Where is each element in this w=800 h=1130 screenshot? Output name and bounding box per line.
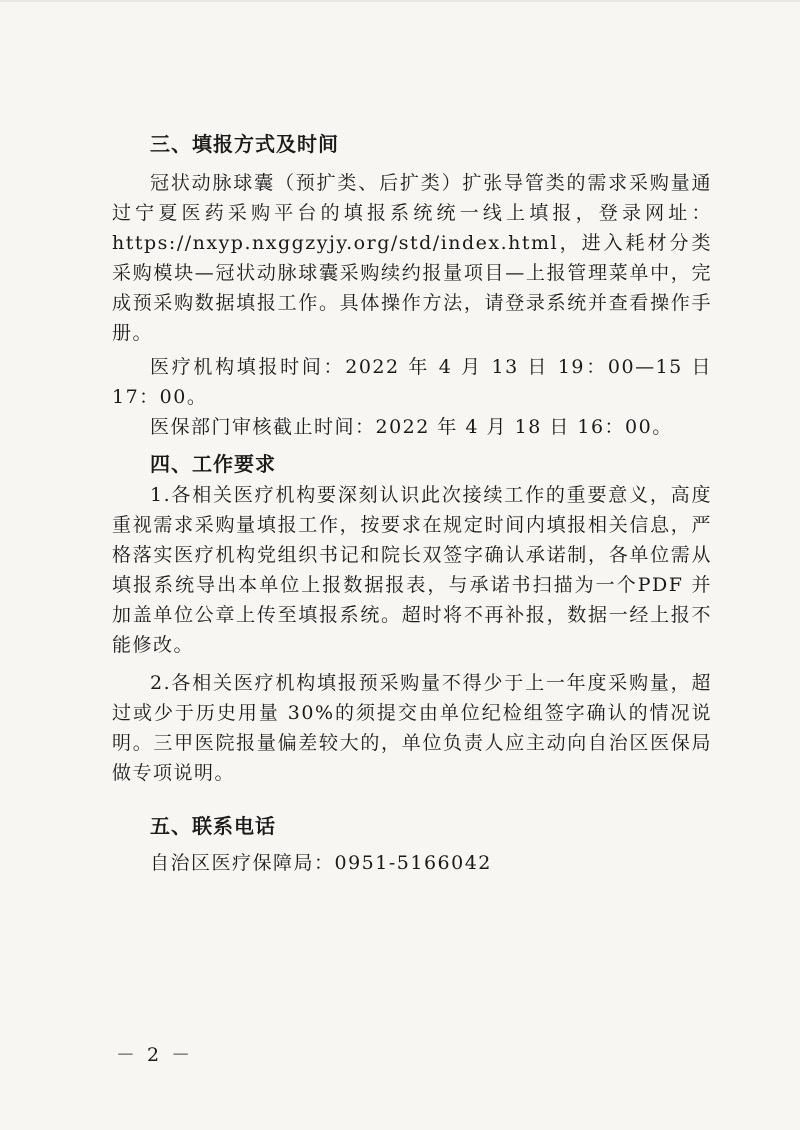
review-deadline: 医保部门审核截止时间：2022 年 4 月 18 日 16：00。	[150, 416, 673, 438]
section3-heading: 三、填报方式及时间	[150, 132, 339, 156]
contact-line: 自治区医疗保障局：0951-5166042	[150, 852, 492, 874]
requirement-item-2: 2.各相关医疗机构填报预采购量不得少于上一年度采购量，超过或少于历史用量 30%的须提交由单位纪检组签字确认的情况说明。三甲医院报量偏差较大的，单位负责人应主动向自治区医保局做专项说明。	[112, 672, 712, 784]
top-edge	[0, 0, 800, 2]
page-number: － 2 －	[116, 1044, 194, 1066]
section4-heading: 四、工作要求	[150, 452, 276, 476]
institution-time: 医疗机构填报时间：2022 年 4 月 13 日 19：00—15 日 17：00。	[112, 356, 712, 408]
requirement-item-1: 1.各相关医疗机构要深刻认识此次接续工作的重要意义，高度重视需求采购量填报工作，按要求在规定时间内填报相关信息，严格落实医疗机构党组织书记和院长双签字确认承诺制，各单位需从填报系统导出本单位上报数据报表，与承诺书扫描为一个PDF 并加盖单位公章上传至填报系统。超时将不再补报，数据一经上报不能修改。	[112, 484, 712, 656]
section3-paragraph: 冠状动脉球囊（预扩类、后扩类）扩张导管类的需求采购量通过宁夏医药采购平台的填报系统统一线上填报，登录网址：https://nxyp.nxggzyjy.org/std/index.html，进入耗材分类采购模块—冠状动脉球囊采购续约报量项目—上报管理菜单中，完成预采购数据填报工作。具体操作方法，请登录系统并查看操作手册。	[112, 172, 712, 344]
section5-heading: 五、联系电话	[150, 814, 276, 838]
